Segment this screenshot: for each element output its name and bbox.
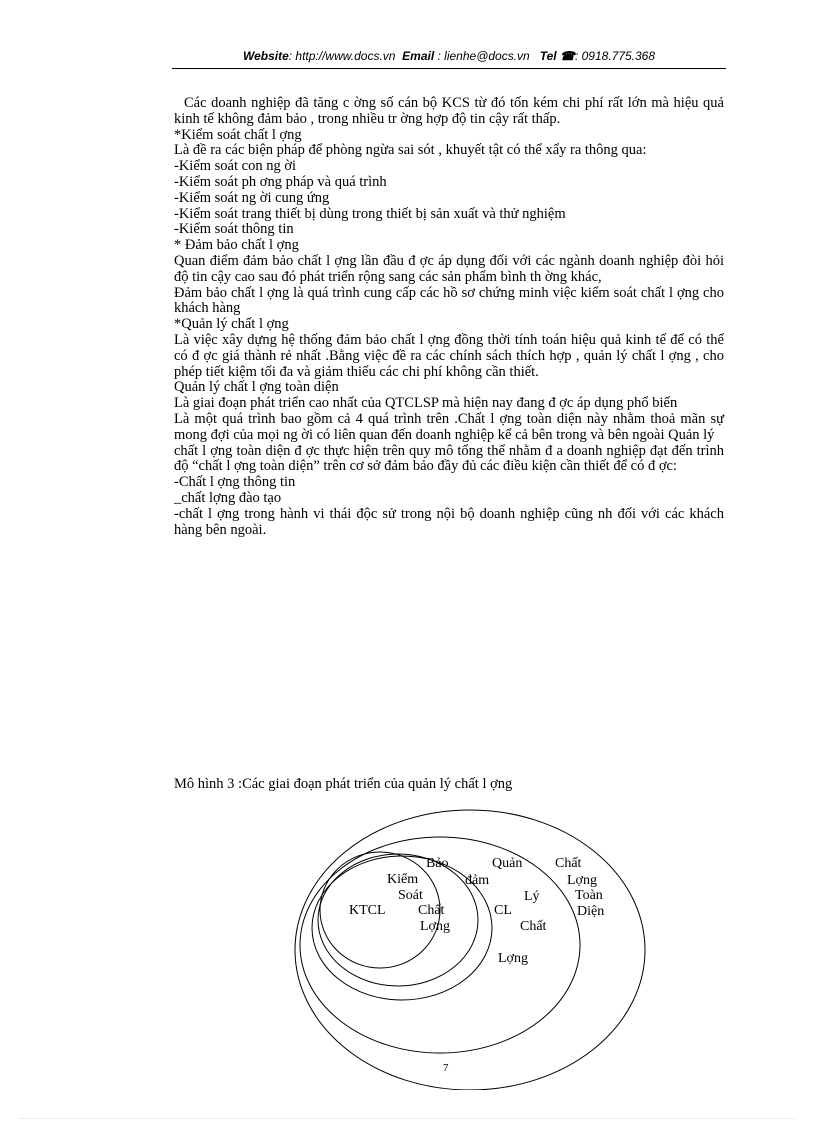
paragraph: chất l ợng toàn diện đ ợc thực hiện trên quy mô tổng thể nhằm đ a doanh nghiệp đạt đến trình độ “chất l ợng toàn diện” trên cơ sở đảm bảo đầy đủ các điều kiện cần thiết để có đ ợc: <box>174 442 724 475</box>
label-kiem: Kiểm <box>387 872 419 887</box>
list-item: -Kiểm soát ph ơng pháp và quá trình <box>174 173 387 190</box>
page-header <box>172 48 726 69</box>
website-label: Website <box>242 49 289 63</box>
label-ly: Lý <box>524 889 540 904</box>
label-long-2: Lợng <box>498 951 528 966</box>
label-chat-2: Chất <box>520 919 547 934</box>
label-quan: Quản <box>492 856 523 871</box>
label-ktcl: KTCL <box>349 903 386 918</box>
website-value: : http://www.docs.vn <box>288 49 396 63</box>
label-bao: Bảo <box>426 856 449 871</box>
ellipse-tqm <box>295 810 645 1090</box>
list-item: -Chất l ợng thông tin <box>174 474 296 491</box>
tel-value: : 0918.775.368 <box>574 49 656 63</box>
label-cl: CL <box>494 903 512 918</box>
list-item: -Kiểm soát con ng ời <box>174 158 297 175</box>
email-label: Email <box>402 49 435 63</box>
page-bottom-rule <box>20 1118 796 1119</box>
list-item: -Kiểm soát ng ời cung ứng <box>174 189 330 206</box>
figure-caption: Mô hình 3 :Các giai đoạn phát triển của quản lý chất l ợng <box>174 776 513 792</box>
list-item: -Kiểm soát thông tin <box>174 221 294 238</box>
paragraph: Là việc xây dựng hệ thống đảm bảo chất l ợng đồng thời tính toán hiệu quả kinh tế để có thể có đ ợc giá thành rẻ nhất .Bằng việc đề ra các chính sách thích hợp , quản lý chất l ợng , cho phép tiết kiệm tối đa và giảm thiểu các chi phí không cần thiết. <box>174 331 724 380</box>
label-soat: Soát <box>398 888 423 903</box>
label-long-3: Lợng <box>567 873 597 888</box>
label-toan: Toàn <box>575 888 603 903</box>
tel-label: Tel <box>539 49 557 63</box>
quality-stages-diagram <box>280 800 660 1090</box>
paragraph: Là giai đoạn phát triển cao nhất của QTCLSP mà hiện nay đang đ ợc áp dụng phổ biến <box>174 395 678 412</box>
paragraph: Là đề ra các biện pháp để phòng ngừa sai sót , khuyết tật có thể xẩy ra thông qua: <box>174 142 647 159</box>
paragraph: Là một quá trình bao gồm cả 4 quá trình trên .Chất l ợng toàn diện này nhằm thoả mãn sự mong đợi của mọi ng ời có liên quan đến doanh nghiệp kể cả bên trong và bên ngoài Quản lý <box>174 410 724 443</box>
paragraph: Quan điểm đảm bảo chất l ợng lần đầu đ ợc áp dụng đối với các ngành doanh nghiệp đòi hỏi độ tin cậy cao sau đó phát triển rộng sang các sản phẩm bình th ờng khác, <box>174 252 724 285</box>
list-item: -chất l ợng trong hành vi thái độc sử trong nội bộ doanh nghiệp cũng nh đối với các khách hàng bên ngoài. <box>174 505 724 538</box>
label-chat-1: Chất <box>418 903 445 918</box>
paragraph: Các doanh nghiệp đã tăng c ờng số cán bộ KCS từ đó tốn kém chi phí rất lớn mà hiệu quả kinh tế không đảm bảo , trong nhiều tr ờng hợp độ tin cậy rất thấp. <box>174 95 724 127</box>
document-body <box>174 96 724 538</box>
paragraph: *Kiểm soát chất l ợng <box>174 126 302 143</box>
label-dam: đảm <box>465 873 490 888</box>
phone-icon: ☎ <box>560 49 575 63</box>
paragraph: Đảm bảo chất l ợng là quá trình cung cấp các hồ sơ chứng minh việc kiểm soát chất l ợng cho khách hàng <box>174 284 724 317</box>
paragraph: * Đảm bảo chất l ợng <box>174 237 299 254</box>
page-number: 7 <box>443 1062 449 1074</box>
list-item: -Kiểm soát trang thiết bị dùng trong thiết bị sản xuất và thử nghiệm <box>174 205 566 222</box>
label-dien: Diện <box>577 904 605 919</box>
list-item: _chất lợng đào tạo <box>174 489 282 506</box>
paragraph: Quản lý chất l ợng toàn diện <box>174 379 339 396</box>
label-long-1: Lợng <box>420 919 450 934</box>
paragraph: *Quản lý chất l ợng <box>174 316 289 333</box>
email-value: : lienhe@docs.vn <box>437 49 530 63</box>
label-chat-3: Chất <box>555 856 582 871</box>
